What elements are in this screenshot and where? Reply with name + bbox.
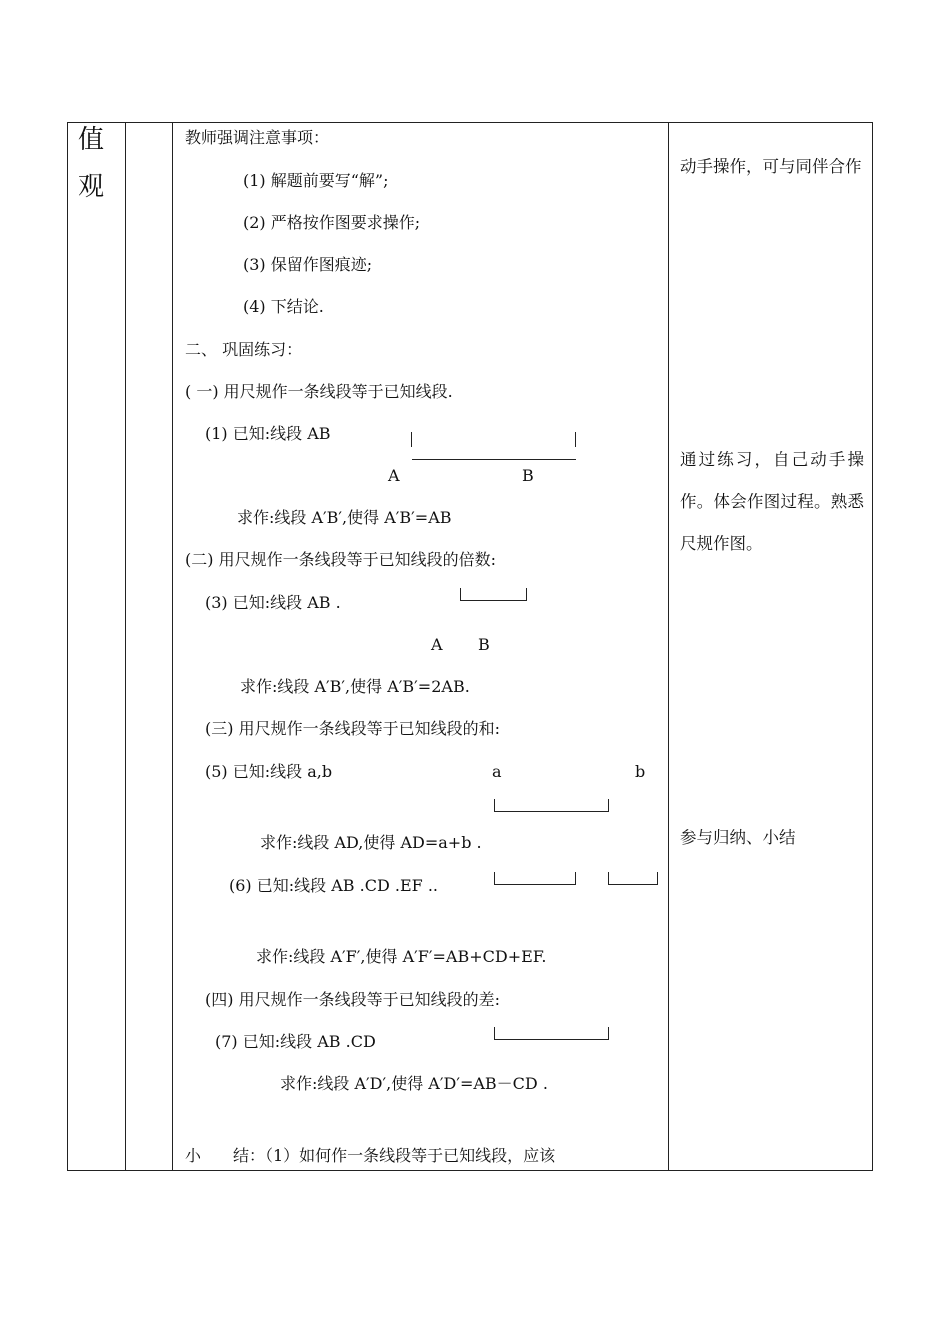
column-divider-2 bbox=[172, 123, 173, 1170]
left-col-char-2: 观 bbox=[78, 172, 105, 202]
part-2-heading: (二) 用尺规作一条线段等于已知线段的倍数: bbox=[185, 550, 496, 569]
segment-ab-tick-right bbox=[575, 432, 576, 447]
segment-ab-tick-left bbox=[411, 432, 412, 447]
segment-ab-label-b: B bbox=[522, 466, 534, 485]
segment-a bbox=[494, 799, 609, 812]
note-item-4: (4) 下结论. bbox=[243, 297, 324, 316]
part-4-heading: (四) 用尺规作一条线段等于已知线段的差: bbox=[205, 990, 500, 1009]
part-3-heading: (三) 用尺规作一条线段等于已知线段的和: bbox=[205, 719, 500, 738]
segment-ab-short bbox=[460, 588, 527, 601]
segment-label-a: a bbox=[492, 762, 502, 781]
note-item-1: (1) 解题前要写“解”; bbox=[243, 171, 389, 190]
segment-label-b: b bbox=[635, 762, 646, 781]
right-note-1: 动手操作，可与同伴合作 bbox=[680, 157, 862, 176]
right-note-2: 通过练习，自己动手操作。体会作图过程。熟悉尺规作图。 bbox=[680, 450, 864, 553]
part-4-task-7: 求作:线段 A′D′,使得 A′D′=AB－CD . bbox=[280, 1074, 548, 1093]
part-1-given: (1) 已知:线段 AB bbox=[205, 424, 331, 443]
section-2-heading: 二、 巩固练习： bbox=[185, 340, 303, 359]
column-divider-3 bbox=[668, 123, 669, 1170]
note-item-3: (3) 保留作图痕迹; bbox=[243, 255, 373, 274]
part-2-task: 求作:线段 A′B′,使得 A′B′=2AB. bbox=[240, 677, 470, 696]
part-4-given-7: (7) 已知:线段 AB .CD bbox=[215, 1032, 376, 1051]
part-3-task-5: 求作:线段 AD,使得 AD=a+b . bbox=[260, 833, 482, 852]
part-3-given-6: (6) 已知:线段 AB .CD .EF .. bbox=[229, 876, 438, 895]
segment-ab-short-label-a: A bbox=[431, 635, 443, 654]
segment-ab-6 bbox=[494, 872, 576, 885]
segment-ab-label-a: A bbox=[388, 466, 400, 485]
left-col-char-1: 值 bbox=[78, 125, 105, 155]
summary-text: 小 结：（1）如何作一条线段等于已知线段，应该 bbox=[185, 1146, 556, 1165]
segment-ab-short-label-b: B bbox=[478, 635, 490, 654]
part-3-task-6: 求作:线段 A′F′,使得 A′F′=AB+CD+EF. bbox=[256, 947, 547, 966]
lesson-table bbox=[67, 122, 873, 1171]
right-note-3: 参与归纳、小结 bbox=[680, 828, 796, 847]
segment-ab-7 bbox=[494, 1027, 609, 1040]
note-item-2: (2) 严格按作图要求操作; bbox=[243, 213, 421, 232]
segment-cd-6 bbox=[608, 872, 658, 885]
part-3-given-5: (5) 已知:线段 a,b bbox=[205, 762, 333, 781]
part-2-given: (3) 已知:线段 AB . bbox=[205, 593, 341, 612]
part-1-task: 求作:线段 A′B′,使得 A′B′=AB bbox=[237, 508, 452, 527]
column-divider-1 bbox=[125, 123, 126, 1170]
part-1-heading: ( 一) 用尺规作一条线段等于已知线段. bbox=[185, 382, 453, 401]
segment-ab-line bbox=[412, 459, 576, 460]
teacher-notes-title: 教师强调注意事项： bbox=[185, 128, 330, 147]
